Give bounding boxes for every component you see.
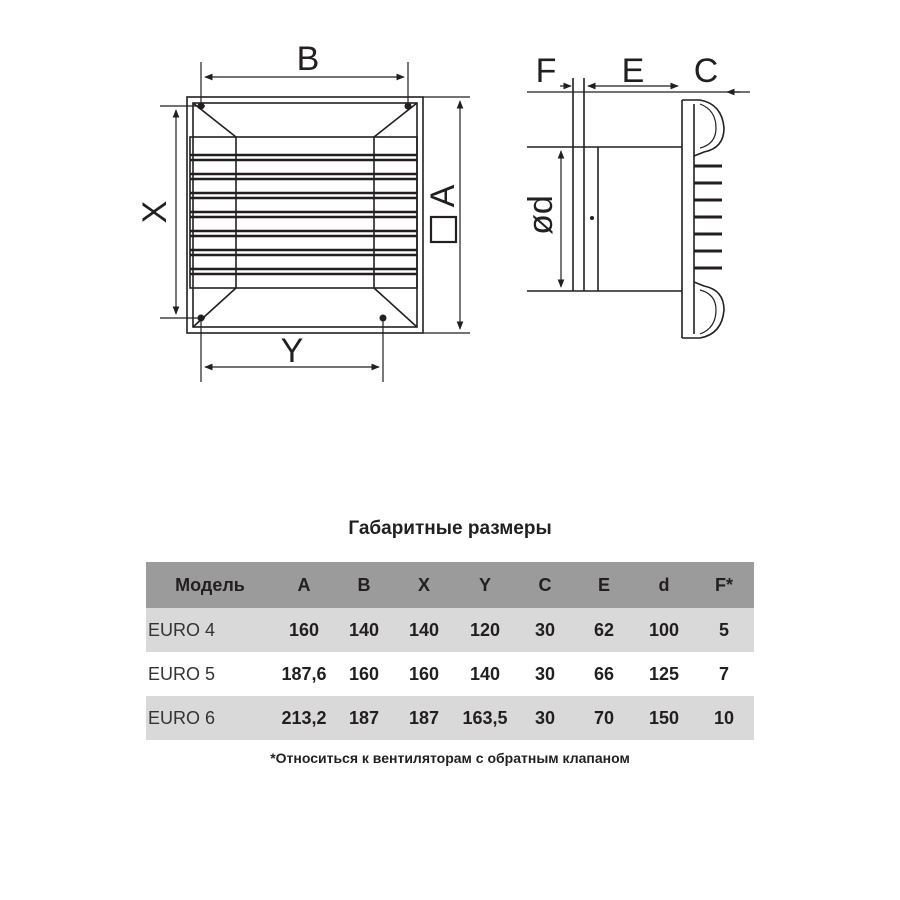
label-c: C bbox=[693, 52, 719, 90]
label-d: ød bbox=[522, 195, 560, 235]
header-c: C bbox=[516, 562, 574, 608]
label-f: F bbox=[535, 52, 557, 90]
side-grille-teeth bbox=[694, 166, 722, 268]
header-b: B bbox=[334, 562, 394, 608]
front-outer-frame bbox=[187, 97, 423, 333]
cell-value: 66 bbox=[593, 663, 615, 684]
cell-value: 187 bbox=[394, 696, 454, 740]
cell-value: 187 bbox=[334, 696, 394, 740]
cell-value: 140 bbox=[469, 663, 501, 684]
header-d: d bbox=[634, 562, 694, 608]
table-title: Габаритные размеры bbox=[348, 518, 552, 539]
cell-value: 100 bbox=[634, 608, 694, 652]
cell-value: 213,2 bbox=[274, 696, 334, 740]
label-y: Y bbox=[280, 332, 304, 370]
label-x: X bbox=[136, 200, 174, 224]
table-header-row bbox=[146, 562, 754, 608]
cell-value: 30 bbox=[516, 608, 574, 652]
label-a: A bbox=[424, 184, 462, 208]
cell-value: 7 bbox=[718, 663, 729, 684]
footnote: *Относиться к вентиляторам с обратным клапаном bbox=[270, 750, 630, 766]
side-view bbox=[527, 78, 750, 338]
dimensions-table bbox=[146, 562, 754, 740]
cell-model: EURO 4 bbox=[146, 608, 274, 652]
cell-value: 5 bbox=[694, 608, 754, 652]
cell-value: 140 bbox=[334, 608, 394, 652]
chamfer-line bbox=[193, 288, 236, 327]
header-model: Модель bbox=[146, 562, 274, 608]
table-row bbox=[146, 608, 754, 652]
cell-value: 62 bbox=[574, 608, 634, 652]
chamfer-line bbox=[374, 288, 417, 327]
table-row bbox=[146, 652, 754, 696]
louver-slats bbox=[190, 155, 417, 274]
label-b: B bbox=[296, 40, 320, 78]
cell-value: 140 bbox=[394, 608, 454, 652]
label-e: E bbox=[621, 52, 645, 90]
cell-model: EURO 5 bbox=[148, 663, 216, 684]
cell-value: 187,6 bbox=[281, 663, 327, 684]
cell-value: 30 bbox=[534, 663, 556, 684]
front-view bbox=[160, 62, 470, 382]
cell-value: 120 bbox=[454, 608, 516, 652]
header-x: X bbox=[394, 562, 454, 608]
table-row bbox=[146, 696, 754, 740]
cell-value: 160 bbox=[348, 663, 380, 684]
cell-value: 70 bbox=[574, 696, 634, 740]
cell-value: 30 bbox=[516, 696, 574, 740]
header-e: E bbox=[574, 562, 634, 608]
cell-value: 163,5 bbox=[454, 696, 516, 740]
cell-value: 150 bbox=[634, 696, 694, 740]
header-y: Y bbox=[454, 562, 516, 608]
cell-value: 160 bbox=[408, 663, 440, 684]
side-screw-icon bbox=[590, 216, 594, 220]
header-a: A bbox=[274, 562, 334, 608]
cell-value: 125 bbox=[648, 663, 680, 684]
square-symbol-icon bbox=[431, 217, 456, 242]
header-f: F* bbox=[694, 562, 754, 608]
cell-model: EURO 6 bbox=[146, 696, 274, 740]
cell-value: 10 bbox=[694, 696, 754, 740]
cell-value: 160 bbox=[274, 608, 334, 652]
